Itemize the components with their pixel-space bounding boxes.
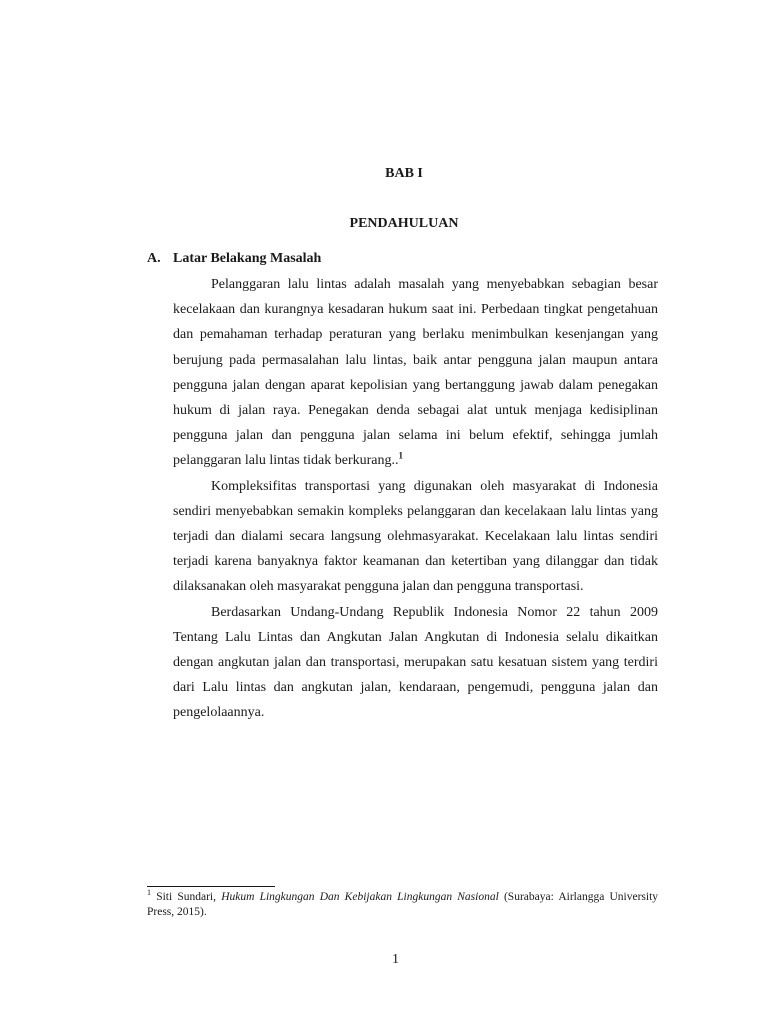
paragraph-text: Kompleksifitas transportasi yang digunakan oleh masyarakat di Indonesia sendiri menyebabkan semakin kompleks pelanggaran dan kecelakaan lalu lintas yang terjadi dan dialami secara langsung olehmasyarakat. Kecelakaan lalu lintas sendiri terjadi karena banyaknya faktor keamanan dan ketertiban yang dilanggar dan tidak dilaksanakan oleh masyarakat pengguna jalan dan pengguna transportasi. <box>173 478 658 595</box>
body-text <box>173 272 658 726</box>
chapter-title: PENDAHULUAN <box>349 216 459 231</box>
footnote-author: Siti Sundari, <box>156 891 216 903</box>
paragraph-text: Berdasarkan Undang-Undang Republik Indonesia Nomor 22 tahun 2009 Tentang Lalu Lintas dan Angkutan Jalan Angkutan di Indonesia selalu dikaitkan dengan angkutan jalan dan transportasi, merupakan satu kesatuan sistem yang terdiri dari Lalu lintas dan angkutan jalan, kendaraan, pengemudi, pengguna jalan dan pengelolaannya. <box>173 604 658 721</box>
footnote-reference[interactable]: 1 <box>398 450 403 461</box>
footnote-publication: (Surabaya: Airlangga University Press, 2015). <box>147 891 659 918</box>
footnote-number: 1 <box>147 888 151 898</box>
footnote-title: Hukum Lingkungan Dan Kebijakan Lingkungan Nasional <box>221 891 499 903</box>
section-title: Latar Belakang Masalah <box>173 251 322 266</box>
section-marker: A. <box>147 251 161 266</box>
paragraph <box>173 474 658 600</box>
section-heading <box>147 251 321 267</box>
paragraph <box>173 600 658 726</box>
page-number: 1 <box>392 952 399 967</box>
chapter-number: BAB I <box>385 166 423 181</box>
footnote-separator <box>147 886 275 887</box>
paragraph-text: Pelanggaran lalu lintas adalah masalah yang menyebabkan sebagian besar kecelakaan dan kurangnya kesadaran hukum saat ini. Perbedaan tingkat pengetahuan dan pemahaman terhadap peraturan yang berlaku menimbulkan kesenjangan yang berujung pada permasalahan lalu lintas, baik antar pengguna jalan maupun antara pengguna jalan dengan aparat kepolisian yang bertanggung jawab dalam penegakan hukum di jalan raya. Penegakan denda sebagai alat untuk menjaga kedisiplinan pengguna jalan dan pengguna jalan selama ini belum efektif, sehingga jumlah pelanggaran lalu lintas tidak berkurang.. <box>173 277 658 469</box>
paragraph <box>173 272 658 474</box>
footnote <box>147 890 658 920</box>
